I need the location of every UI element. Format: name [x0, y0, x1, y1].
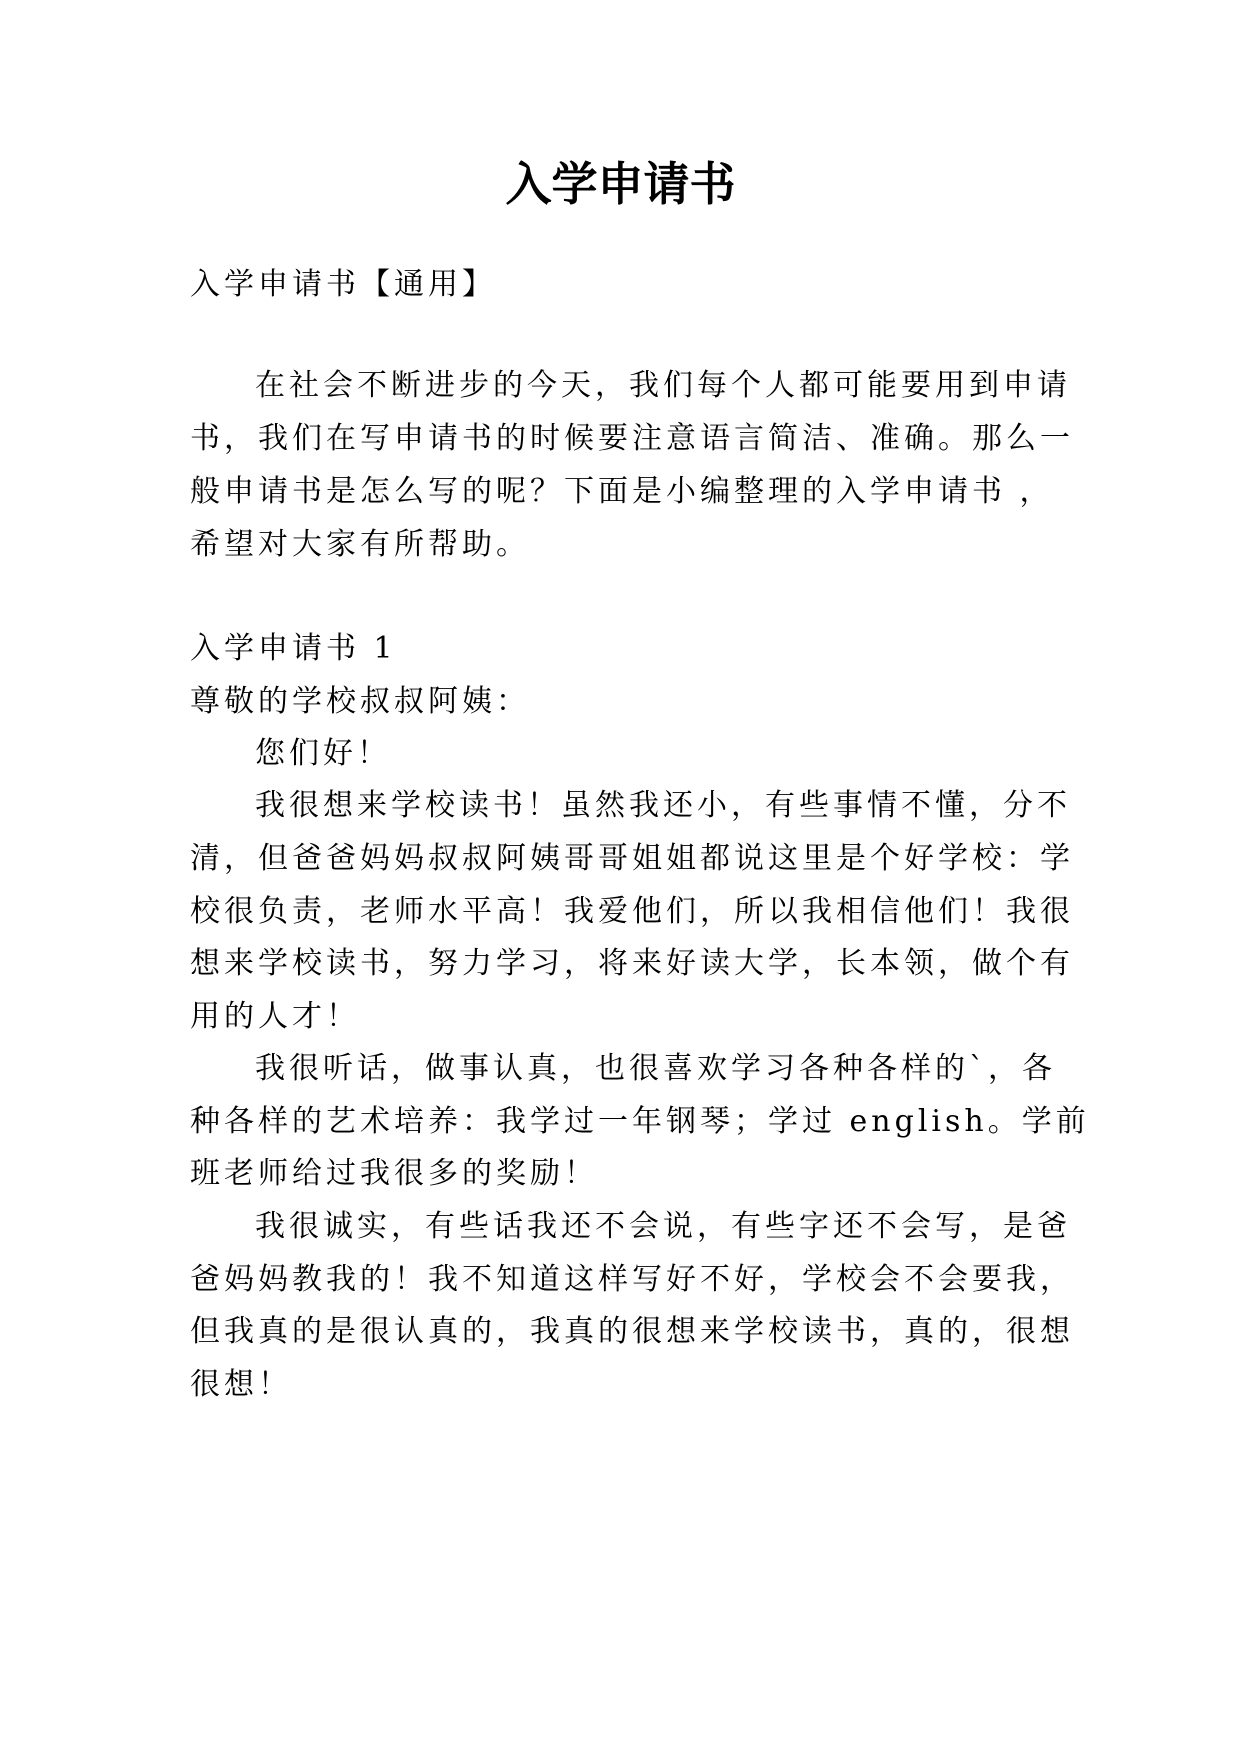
section-heading: 入学申请书 1: [190, 631, 397, 666]
paragraph-line: 种各样的艺术培养：我学过一年钢琴；学过 english。学前: [190, 1104, 1090, 1139]
paragraph-line: 班老师给过我很多的奖励！: [190, 1156, 598, 1191]
paragraph-line: 爸妈妈教我的！我不知道这样写好不好，学校会不会要我，: [190, 1262, 1074, 1297]
paragraph-line: 想来学校读书，努力学习，将来好读大学，长本领，做个有: [190, 946, 1074, 981]
intro-line: 般申请书是怎么写的呢？下面是小编整理的入学申请书 ，: [190, 474, 1054, 509]
document-title: 入学申请书: [505, 157, 736, 211]
paragraph-line: 但我真的是很认真的，我真的很想来学校读书，真的，很想: [190, 1314, 1074, 1349]
paragraph-line: 我很听话，做事认真，也很喜欢学习各种各样的`，各: [255, 1051, 1056, 1086]
paragraph-line: 清，但爸爸妈妈叔叔阿姨哥哥姐姐都说这里是个好学校：学: [190, 841, 1074, 876]
paragraph-line: 我很诚实，有些话我还不会说，有些字还不会写，是爸: [255, 1209, 1071, 1244]
paragraph-line: 我很想来学校读书！虽然我还小，有些事情不懂，分不: [255, 788, 1071, 823]
document-subtitle: 入学申请书【通用】: [190, 267, 496, 302]
paragraph-line: 校很负责，老师水平高！我爱他们，所以我相信他们！我很: [190, 894, 1074, 929]
greeting: 您们好！: [255, 736, 391, 771]
salutation: 尊敬的学校叔叔阿姨：: [190, 684, 530, 719]
paragraph-line: 用的人才！: [190, 999, 360, 1034]
intro-line: 在社会不断进步的今天，我们每个人都可能要用到申请: [255, 368, 1071, 403]
intro-line: 希望对大家有所帮助。: [190, 527, 530, 562]
intro-line: 书，我们在写申请书的时候要注意语言简洁、准确。那么一: [190, 421, 1074, 456]
paragraph-line: 很想！: [190, 1367, 292, 1402]
